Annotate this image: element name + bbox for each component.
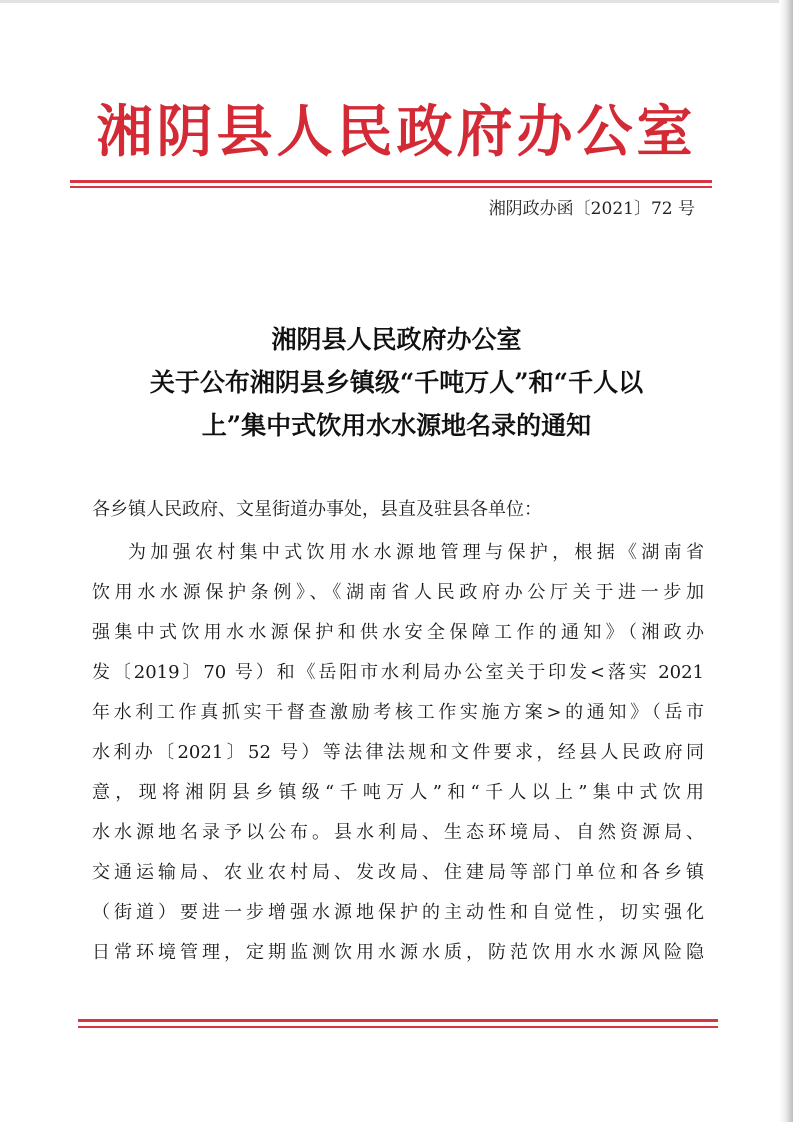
footer-red-rule-top — [78, 1019, 718, 1022]
body-line: 意，现将湘阴县乡镇级“千吨万人”和“千人以上”集中式饮用 — [92, 782, 704, 803]
body-line: 交通运输局、农业农村局、发改局、住建局等部门单位和各乡镇 — [92, 862, 704, 883]
body-line: （街道）要进一步增强水源地保护的主动性和自觉性，切实强化 — [92, 902, 704, 923]
body-line: 水利办〔2021〕52 号）等法律法规和文件要求，经县人民政府同 — [92, 742, 704, 763]
title-line: 关于公布湘阴县乡镇级“千吨万人”和“千人以 — [149, 368, 644, 397]
body-paragraph — [92, 533, 704, 973]
body-line: 水水源地名录予以公布。县水利局、生态环境局、自然资源局、 — [92, 822, 704, 843]
header-red-rule-bottom — [70, 186, 712, 188]
title-line: 上”集中式饮用水水源地名录的通知 — [201, 411, 592, 440]
body-line: 饮用水水源保护条例》、《湖南省人民政府办公厅关于进一步加 — [92, 582, 704, 603]
body-line: 日常环境管理，定期监测饮用水源水质，防范饮用水水源风险隐 — [92, 942, 704, 963]
body-line: 强集中式饮用水水源保护和供水安全保障工作的通知》（湘政办 — [92, 622, 704, 643]
body-line: 年水利工作真抓实干督查激励考核工作实施方案>的通知》（岳市 — [92, 702, 704, 723]
footer-red-rule-bottom — [78, 1026, 718, 1028]
scan-edge-top — [0, 0, 793, 3]
salutation: 各乡镇人民政府、文星街道办事处，县直及驻县各单位： — [92, 499, 542, 520]
header-red-rule-top — [70, 180, 712, 183]
scan-edge-right — [779, 0, 793, 1122]
body-line: 为加强农村集中式饮用水水源地管理与保护，根据《湖南省 — [128, 542, 704, 563]
document-title — [0, 318, 793, 447]
document-number: 湘阴政办函〔2021〕72 号 — [488, 199, 695, 219]
body-line: 发〔2019〕70 号）和《岳阳市水利局办公室关于印发<落实 2021 — [92, 662, 704, 683]
issuing-authority-header: 湘阴县人民政府办公室 — [96, 99, 697, 165]
title-line: 湘阴县人民政府办公室 — [271, 325, 522, 354]
